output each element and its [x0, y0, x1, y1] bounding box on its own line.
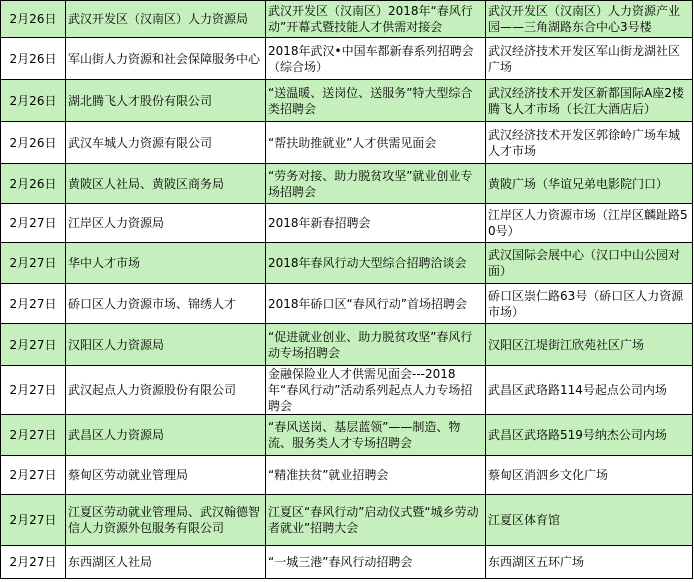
organizer-cell: 汉阳区人力资源局	[66, 324, 266, 366]
organizer-cell: 军山街人力资源和社会保障服务中心	[66, 38, 266, 80]
organizer-cell: 蔡甸区劳动就业管理局	[66, 456, 266, 495]
venue-cell: 东西湖区五环广场	[486, 546, 693, 579]
date-cell: 2月27日	[1, 366, 66, 415]
table-row	[1, 546, 693, 579]
table-row	[1, 415, 693, 456]
venue-cell: 武昌区武珞路519号纳杰公司内场	[486, 415, 693, 456]
table-row	[1, 456, 693, 495]
event-cell: 2018年新春招聘会	[266, 204, 486, 243]
table-row	[1, 80, 693, 122]
venue-cell: 江夏区体育馆	[486, 495, 693, 546]
event-cell: 武汉开发区（汉南区）2018年“春风行动”开幕式暨技能人才供需对接会	[266, 1, 486, 38]
event-cell: “帮扶助推就业”人才供需见面会	[266, 122, 486, 164]
event-cell: “促进就业创业、助力脱贫攻坚”春风行动专场招聘会	[266, 324, 486, 366]
date-cell: 2月26日	[1, 122, 66, 164]
table-row	[1, 1, 693, 38]
venue-cell: 江岸区人力资源市场（江岸区麟趾路50号）	[486, 204, 693, 243]
event-cell: 江夏区“春风行动”启动仪式暨“城乡劳动者就业”招聘大会	[266, 495, 486, 546]
organizer-cell: 江岸区人力资源局	[66, 204, 266, 243]
table-row	[1, 243, 693, 284]
event-cell: “劳务对接、助力脱贫攻坚”就业创业专场招聘会	[266, 164, 486, 204]
date-cell: 2月26日	[1, 80, 66, 122]
venue-cell: 蔡甸区消泗乡文化广场	[486, 456, 693, 495]
table-row	[1, 204, 693, 243]
organizer-cell: 硚口区人力资源市场、锦绣人才	[66, 284, 266, 324]
venue-cell: 武汉开发区（汉南区）人力资源产业园——三角湖路东合中心3号楼	[486, 1, 693, 38]
date-cell: 2月27日	[1, 495, 66, 546]
table-body	[1, 1, 693, 579]
event-cell: 2018年武汉•中国车都新春系列招聘会（综合场）	[266, 38, 486, 80]
event-cell: “春风送岗、基层蓝领”——制造、物流、服务类人才专场招聘会	[266, 415, 486, 456]
date-cell: 2月27日	[1, 546, 66, 579]
date-cell: 2月27日	[1, 324, 66, 366]
date-cell: 2月26日	[1, 1, 66, 38]
organizer-cell: 华中人才市场	[66, 243, 266, 284]
event-cell: 金融保险业人才供需见面会---2018年“春风行动”活动系列起点人力专场招聘会	[266, 366, 486, 415]
date-cell: 2月26日	[1, 164, 66, 204]
table-row	[1, 495, 693, 546]
table-row	[1, 122, 693, 164]
venue-cell: 黄陂广场（华谊兄弟电影院门口）	[486, 164, 693, 204]
table-row	[1, 324, 693, 366]
organizer-cell: 东西湖区人社局	[66, 546, 266, 579]
organizer-cell: 黄陂区人社局、黄陂区商务局	[66, 164, 266, 204]
table-row	[1, 284, 693, 324]
date-cell: 2月27日	[1, 415, 66, 456]
venue-cell: 武汉经济技术开发区新都国际A座2楼腾飞人才市场（长江大酒店后）	[486, 80, 693, 122]
date-cell: 2月27日	[1, 204, 66, 243]
event-cell: 2018年春风行动大型综合招聘洽谈会	[266, 243, 486, 284]
date-cell: 2月27日	[1, 284, 66, 324]
event-cell: “送温暖、送岗位、送服务”特大型综合类招聘会	[266, 80, 486, 122]
venue-cell: 武汉经济技术开发区郭徐岭广场车城人才市场	[486, 122, 693, 164]
venue-cell: 武汉经济技术开发区军山街龙湖社区广场	[486, 38, 693, 80]
organizer-cell: 武汉车城人力资源有限公司	[66, 122, 266, 164]
organizer-cell: 湖北腾飞人才股份有限公司	[66, 80, 266, 122]
venue-cell: 武昌区武珞路114号起点公司内场	[486, 366, 693, 415]
organizer-cell: 武昌区人力资源局	[66, 415, 266, 456]
table-row	[1, 38, 693, 80]
table-row	[1, 164, 693, 204]
date-cell: 2月26日	[1, 38, 66, 80]
organizer-cell: 武汉开发区（汉南区）人力资源局	[66, 1, 266, 38]
organizer-cell: 江夏区劳动就业管理局、武汉翰德智信人力资源外包服务有限公司	[66, 495, 266, 546]
date-cell: 2月27日	[1, 243, 66, 284]
venue-cell: 武汉国际会展中心（汉口中山公园对面）	[486, 243, 693, 284]
event-cell: 2018年硚口区“春风行动”首场招聘会	[266, 284, 486, 324]
venue-cell: 汉阳区江堤街江欣苑社区广场	[486, 324, 693, 366]
venue-cell: 硚口区崇仁路63号（硚口区人力资源市场）	[486, 284, 693, 324]
date-cell: 2月27日	[1, 456, 66, 495]
event-cell: “精准扶贫”就业招聘会	[266, 456, 486, 495]
event-cell: “一城三港”春风行动招聘会	[266, 546, 486, 579]
table-row	[1, 366, 693, 415]
organizer-cell: 武汉起点人力资源股份有限公司	[66, 366, 266, 415]
